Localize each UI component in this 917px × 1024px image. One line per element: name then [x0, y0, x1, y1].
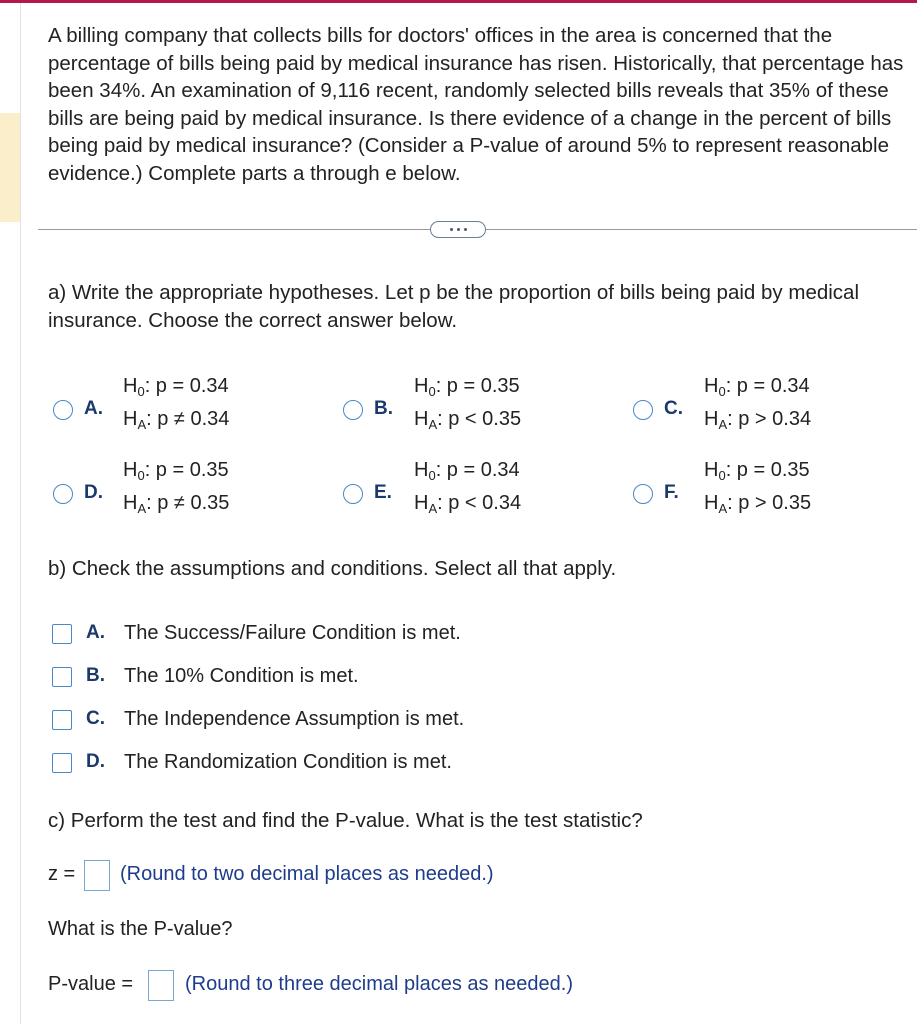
condition-c-checkbox[interactable] [52, 710, 72, 730]
option-c-radio[interactable] [633, 400, 653, 420]
option-a-radio[interactable] [53, 400, 73, 420]
pvalue-label: P-value = [48, 973, 134, 995]
option-b-ha: : p < 0.35 [437, 408, 522, 430]
option-e-radio[interactable] [343, 484, 363, 504]
option-e-null: $H_0$: p = 0.34 [414, 459, 520, 483]
top-accent-bar [0, 0, 917, 3]
pvalue-answer-input[interactable] [148, 970, 174, 1001]
z-answer-input[interactable] [84, 860, 110, 891]
condition-c-letter: C. [86, 708, 105, 729]
pvalue-rounding-hint: (Round to three decimal places as needed.) [185, 973, 574, 995]
option-d-radio[interactable] [53, 484, 73, 504]
option-e-ha: : p < 0.34 [437, 492, 522, 514]
option-d-letter: D. [84, 482, 103, 503]
left-border [20, 3, 21, 1024]
part-b-prompt: b) Check the assumptions and conditions. Select all that apply. [48, 557, 617, 580]
condition-a-checkbox[interactable] [52, 624, 72, 644]
dot-icon [464, 228, 467, 231]
option-c-ha: : p > 0.34 [727, 408, 812, 430]
option-e-letter: E. [374, 482, 392, 503]
option-d-ha: : p ≠ 0.35 [146, 492, 230, 514]
condition-c-text: The Independence Assumption is met. [124, 708, 465, 730]
option-a-alt: $H_A$: p ≠ 0.34 [123, 408, 230, 432]
option-a-h0: : p = 0.34 [144, 375, 229, 397]
z-rounding-hint: (Round to two decimal places as needed.) [120, 863, 494, 885]
dot-icon [450, 228, 453, 231]
condition-a-letter: A. [86, 622, 105, 643]
condition-d-checkbox[interactable] [52, 753, 72, 773]
part-a-prompt: a) Write the appropriate hypotheses. Let p be the proportion of bills being paid by medical insurance. Choose the correct answer below. [48, 281, 860, 332]
expand-more-button[interactable] [430, 221, 486, 238]
condition-a-text: The Success/Failure Condition is met. [124, 622, 461, 644]
option-b-radio[interactable] [343, 400, 363, 420]
option-b-letter: B. [374, 398, 393, 419]
option-d-alt: $H_A$: p ≠ 0.35 [123, 492, 230, 516]
option-f-radio[interactable] [633, 484, 653, 504]
option-a-ha: : p ≠ 0.34 [146, 408, 230, 430]
option-d-null: $H_0$: p = 0.35 [123, 459, 229, 483]
option-c-h0: : p = 0.34 [725, 375, 810, 397]
option-d-h0: : p = 0.35 [144, 459, 229, 481]
option-b-alt: $H_A$: p < 0.35 [414, 408, 522, 432]
option-f-h0: : p = 0.35 [725, 459, 810, 481]
condition-b-letter: B. [86, 665, 105, 686]
condition-d-text: The Randomization Condition is met. [124, 751, 452, 773]
condition-b-checkbox[interactable] [52, 667, 72, 687]
option-f-letter: F. [664, 482, 679, 503]
question-text: A billing company that collects bills for doctors' offices in the area is concerned that the percentage of bills being paid by medical insurance has risen. Historically, that percentage has been 34%. An examination of 9,116 recent, randomly selected bills reveals that 35% of these bills are being paid by medical insurance. Is there evidence of a change in the percent of bills being paid by medical insurance? (Consider a P-value of around 5% to represent reasonable evidence.) Complete parts a through e below. [48, 24, 904, 185]
option-c-null: $H_0$: p = 0.34 [704, 375, 810, 399]
option-f-alt: $H_A$: p > 0.35 [704, 492, 812, 516]
option-e-h0: : p = 0.34 [435, 459, 520, 481]
option-c-letter: C. [664, 398, 683, 419]
dot-icon [457, 228, 460, 231]
option-c-alt: $H_A$: p > 0.34 [704, 408, 812, 432]
option-f-null: $H_0$: p = 0.35 [704, 459, 810, 483]
pvalue-question: What is the P-value? [48, 918, 233, 940]
option-a-null: $H_0$: p = 0.34 [123, 375, 229, 399]
option-b-h0: : p = 0.35 [435, 375, 520, 397]
option-f-ha: : p > 0.35 [727, 492, 812, 514]
z-label: z = [48, 863, 76, 885]
option-b-null: $H_0$: p = 0.35 [414, 375, 520, 399]
part-c-prompt: c) Perform the test and find the P-value. What is the test statistic? [48, 809, 643, 832]
condition-b-text: The 10% Condition is met. [124, 665, 359, 687]
option-e-alt: $H_A$: p < 0.34 [414, 492, 522, 516]
side-tab-marker [0, 113, 20, 222]
condition-d-letter: D. [86, 751, 105, 772]
option-a-letter: A. [84, 398, 103, 419]
